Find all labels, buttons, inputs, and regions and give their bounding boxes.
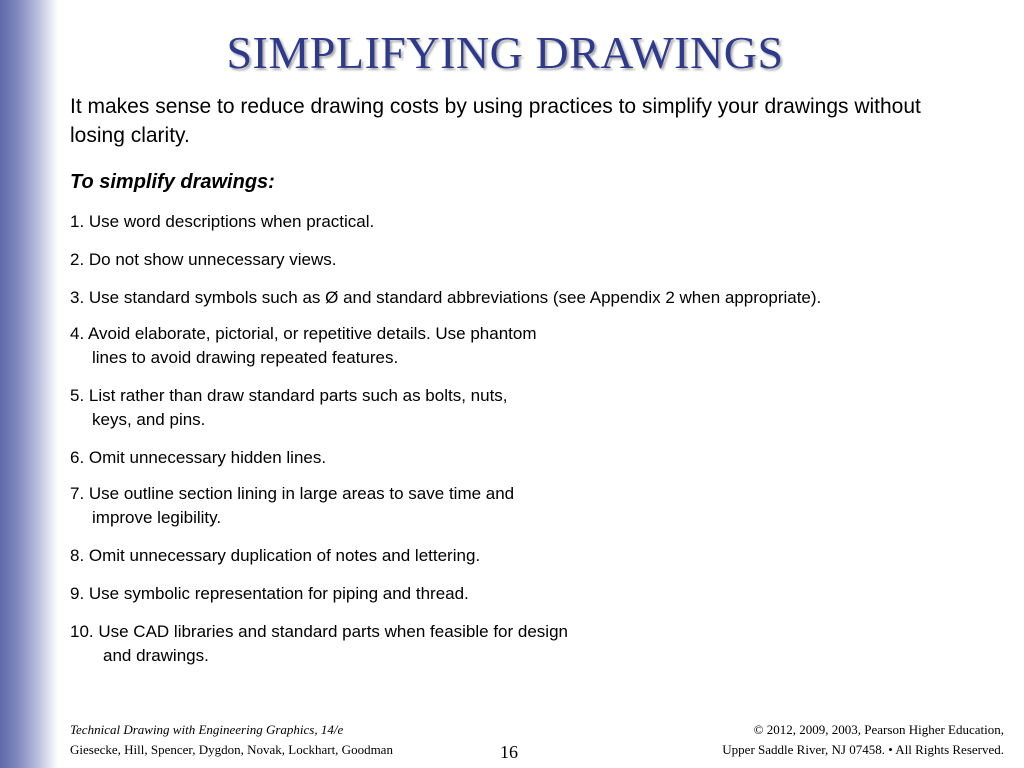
list-item-text: 3. Use standard symbols such as Ø and standard abbreviations (see Appendix 2 when appropriate). [70,288,822,307]
footer-book-title: Technical Drawing with Engineering Graphics, 14/e [70,722,344,737]
list-item-text: 4. Avoid elaborate, pictorial, or repetitive details. Use phantom [70,324,537,343]
list-item-continuation: and drawings. [103,646,209,665]
page-number: 16 [500,742,518,762]
footer-copyright [722,720,1004,760]
list-item [70,620,568,668]
list-item-continuation: lines to avoid drawing repeated features. [92,348,399,367]
footer-citation [70,720,393,760]
list-item-text: 1. Use word descriptions when practical. [70,212,375,231]
list-item [70,322,537,370]
copyright-line-1: © 2012, 2009, 2003, Pearson Higher Education, [753,722,1004,737]
list-item [70,482,514,530]
subheading: To simplify drawings: [70,171,275,193]
list-item-text: 5. List rather than draw standard parts such as bolts, nuts, [70,386,508,405]
copyright-line-2: Upper Saddle River, NJ 07458. • All Rights Reserved. [722,742,1004,757]
slide-title: SIMPLIFYING DRAWINGS [226,27,784,78]
list-item-text: 10. Use CAD libraries and standard parts when feasible for design [70,622,568,641]
list-item [70,210,374,234]
footer-authors: Giesecke, Hill, Spencer, Dygdon, Novak, Lockhart, Goodman [70,742,393,757]
list-item-text: 9. Use symbolic representation for piping and thread. [70,584,469,603]
list-item [70,384,508,432]
list-item-continuation: improve legibility. [92,508,222,527]
list-item-text: 6. Omit unnecessary hidden lines. [70,448,327,467]
list-item-text: 7. Use outline section lining in large areas to save time and [70,484,515,503]
side-gradient-bar [0,0,58,768]
list-item [70,248,336,272]
list-item-text: 2. Do not show unnecessary views. [70,250,337,269]
list-item-continuation: keys, and pins. [92,410,206,429]
intro-paragraph: It makes sense to reduce drawing costs by using practices to simplify your drawings without losing clarity. [70,95,921,147]
list-item [70,446,326,470]
list-item [70,286,821,310]
list-item [70,544,480,568]
list-item-text: 8. Omit unnecessary duplication of notes and lettering. [70,546,481,565]
list-item [70,582,469,606]
